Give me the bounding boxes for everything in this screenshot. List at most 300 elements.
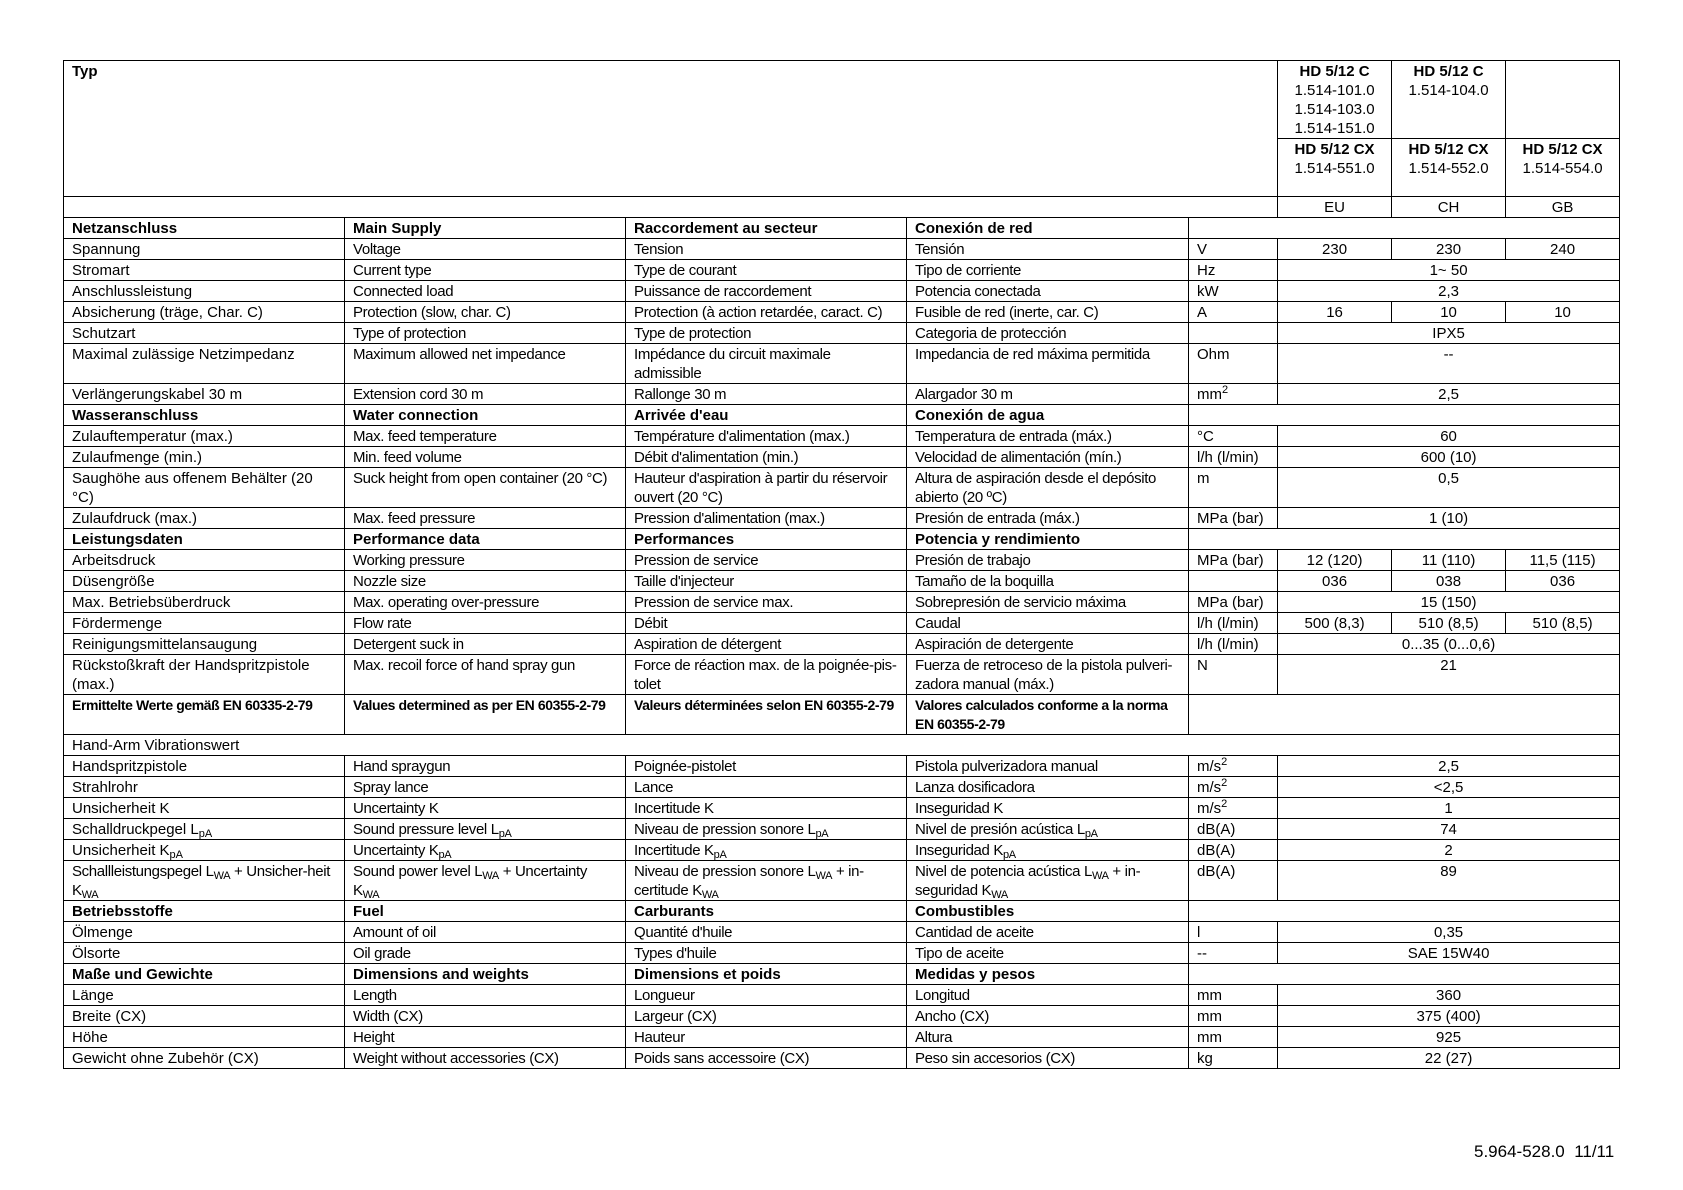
model-cx-name: HD 5/12 CX bbox=[1408, 141, 1489, 158]
value: 0,35 bbox=[1278, 922, 1620, 943]
label-es: Impedancia de red máxima permitida bbox=[907, 344, 1189, 384]
label-en: Weight without accessories (CX) bbox=[345, 1048, 626, 1069]
label-de: Zulaufdruck (max.) bbox=[64, 508, 345, 529]
table-row bbox=[64, 218, 1620, 239]
value: 16 bbox=[1278, 302, 1392, 323]
cell-subscript: pA bbox=[815, 828, 829, 840]
label-en: Working pressure bbox=[345, 550, 626, 571]
section-blank bbox=[1189, 964, 1620, 985]
value: 2,3 bbox=[1278, 281, 1620, 302]
unit: Ohm bbox=[1189, 344, 1278, 384]
table-row bbox=[64, 634, 1620, 655]
value: 510 (8,5) bbox=[1392, 613, 1506, 634]
unit-text: mm bbox=[1197, 386, 1222, 403]
table-row bbox=[64, 468, 1620, 508]
label-en: Protection (slow, char. C) bbox=[345, 302, 626, 323]
label-es: Tensión bbox=[907, 239, 1189, 260]
label-fr: Poignée-pistolet bbox=[626, 756, 907, 777]
cell-text: Schallleistungspegel L bbox=[72, 863, 214, 880]
label-en: Suck height from open container (20 °C) bbox=[345, 468, 626, 508]
subsection-heading: Hand-Arm Vibrationswert bbox=[64, 735, 1620, 756]
unit: -- bbox=[1189, 943, 1278, 964]
value: 2,5 bbox=[1278, 384, 1620, 405]
label-es: Temperatura de entrada (máx.) bbox=[907, 426, 1189, 447]
value: 360 bbox=[1278, 985, 1620, 1006]
label-fr: Protection (à action retardée, caract. C) bbox=[626, 302, 907, 323]
model-c-name: HD 5/12 C bbox=[1299, 63, 1370, 80]
cell-subscript: WA bbox=[362, 889, 380, 901]
label-es: Altura bbox=[907, 1027, 1189, 1048]
label-de: Strahlrohr bbox=[64, 777, 345, 798]
section-heading-de: Betriebsstoffe bbox=[64, 901, 345, 922]
label-fr: Types d'huile bbox=[626, 943, 907, 964]
label-es: Lanza dosificadora bbox=[907, 777, 1189, 798]
value: 11,5 (115) bbox=[1506, 550, 1620, 571]
label-fr: Impédance du circuit maximale admissible bbox=[626, 344, 907, 384]
table-row bbox=[64, 592, 1620, 613]
model-col-3 bbox=[1506, 61, 1620, 197]
section-heading-en: Performance data bbox=[345, 529, 626, 550]
table-row bbox=[64, 735, 1620, 756]
technical-data-table bbox=[63, 60, 1620, 1069]
cell-subscript: pA bbox=[198, 828, 213, 840]
label-es: Categoria de protección bbox=[907, 323, 1189, 344]
table-row bbox=[64, 840, 1620, 861]
label-de bbox=[64, 819, 345, 840]
label-de: Anschlussleistung bbox=[64, 281, 345, 302]
label-en: Voltage bbox=[345, 239, 626, 260]
unit-text: m/s bbox=[1197, 800, 1222, 817]
cell-text: Nivel de presión acústica L bbox=[915, 821, 1085, 838]
unit: dB(A) bbox=[1189, 819, 1278, 840]
table-row bbox=[64, 323, 1620, 344]
value: 230 bbox=[1278, 239, 1392, 260]
section-heading-en: Fuel bbox=[345, 901, 626, 922]
label-en: Amount of oil bbox=[345, 922, 626, 943]
label-de: Handspritzpistole bbox=[64, 756, 345, 777]
table-row bbox=[64, 922, 1620, 943]
unit: MPa (bar) bbox=[1189, 550, 1278, 571]
label-fr: Largeur (CX) bbox=[626, 1006, 907, 1027]
cell-text: Schalldruckpegel L bbox=[72, 821, 199, 838]
label-en: Hand spraygun bbox=[345, 756, 626, 777]
model-cx-name: HD 5/12 CX bbox=[1294, 141, 1375, 158]
table-row bbox=[64, 798, 1620, 819]
model-c-name: HD 5/12 C bbox=[1413, 63, 1484, 80]
unit: l bbox=[1189, 922, 1278, 943]
unit bbox=[1189, 571, 1278, 592]
table-row bbox=[64, 239, 1620, 260]
section-heading-fr: Arrivée d'eau bbox=[626, 405, 907, 426]
model-cx-name: HD 5/12 CX bbox=[1522, 141, 1603, 158]
label-de: Länge bbox=[64, 985, 345, 1006]
label-es: Velocidad de alimentación (mín.) bbox=[907, 447, 1189, 468]
label-fr: Tension bbox=[626, 239, 907, 260]
unit: dB(A) bbox=[1189, 861, 1278, 901]
label-fr: Aspiration de détergent bbox=[626, 634, 907, 655]
unit: l/h (l/min) bbox=[1189, 447, 1278, 468]
section-heading-fr: Performances bbox=[626, 529, 907, 550]
section-heading-es: Conexión de red bbox=[907, 218, 1189, 239]
label-fr bbox=[626, 819, 907, 840]
unit-text: m/s bbox=[1197, 779, 1222, 796]
value: 0,5 bbox=[1278, 468, 1620, 508]
label-de bbox=[64, 840, 345, 861]
section-blank bbox=[1189, 901, 1620, 922]
table-row bbox=[64, 508, 1620, 529]
value: -- bbox=[1278, 344, 1620, 384]
label-es: Aspiración de detergente bbox=[907, 634, 1189, 655]
label-fr: Type de protection bbox=[626, 323, 907, 344]
value: 0...35 (0...0,6) bbox=[1278, 634, 1620, 655]
table-row bbox=[64, 426, 1620, 447]
cell-subscript: WA bbox=[213, 870, 231, 882]
label-fr: Poids sans accessoire (CX) bbox=[626, 1048, 907, 1069]
section-heading-de: Ermittelte Werte gemäß EN 60335-2-79 bbox=[64, 695, 345, 735]
value: 1~ 50 bbox=[1278, 260, 1620, 281]
label-en: Nozzle size bbox=[345, 571, 626, 592]
label-fr: Débit d'alimentation (min.) bbox=[626, 447, 907, 468]
label-fr: Lance bbox=[626, 777, 907, 798]
label-fr: Taille d'injecteur bbox=[626, 571, 907, 592]
label-es: Potencia conectada bbox=[907, 281, 1189, 302]
value: 60 bbox=[1278, 426, 1620, 447]
label-de: Breite (CX) bbox=[64, 1006, 345, 1027]
section-heading-fr: Raccordement au secteur bbox=[626, 218, 907, 239]
label-es: Cantidad de aceite bbox=[907, 922, 1189, 943]
label-de: Spannung bbox=[64, 239, 345, 260]
table-row bbox=[64, 613, 1620, 634]
cell-text: Uncertainty K bbox=[353, 842, 439, 859]
label-en: Width (CX) bbox=[345, 1006, 626, 1027]
label-de: Arbeitsdruck bbox=[64, 550, 345, 571]
label-en: Max. recoil force of hand spray gun bbox=[345, 655, 626, 695]
label-de bbox=[64, 861, 345, 901]
label-en: Height bbox=[345, 1027, 626, 1048]
model-number: 1.514-101.0 bbox=[1294, 82, 1375, 99]
section-blank bbox=[1189, 695, 1620, 735]
model-col-1 bbox=[1278, 61, 1392, 197]
table-row bbox=[64, 819, 1620, 840]
section-blank bbox=[1189, 405, 1620, 426]
section-heading-de: Netzanschluss bbox=[64, 218, 345, 239]
table-row bbox=[64, 901, 1620, 922]
table-row bbox=[64, 260, 1620, 281]
label-fr: Type de courant bbox=[626, 260, 907, 281]
label-en: Current type bbox=[345, 260, 626, 281]
label-fr: Longueur bbox=[626, 985, 907, 1006]
model-number: 1.514-103.0 bbox=[1294, 101, 1375, 118]
table-row bbox=[64, 777, 1620, 798]
unit: mm bbox=[1189, 1027, 1278, 1048]
cell-subscript: pA bbox=[1003, 849, 1016, 861]
label-fr: Débit bbox=[626, 613, 907, 634]
unit-superscript: 2 bbox=[1221, 777, 1228, 789]
unit-superscript: 2 bbox=[1222, 384, 1229, 396]
cell-text: + Unsicher-heit K bbox=[72, 863, 331, 899]
value: 2 bbox=[1278, 840, 1620, 861]
unit: l/h (l/min) bbox=[1189, 613, 1278, 634]
table-row bbox=[64, 529, 1620, 550]
section-heading-fr: Dimensions et poids bbox=[626, 964, 907, 985]
label-es: Presión de trabajo bbox=[907, 550, 1189, 571]
label-es bbox=[907, 840, 1189, 861]
label-fr: Hauteur d'aspiration à partir du réservoir ouvert (20 °C) bbox=[626, 468, 907, 508]
table-row bbox=[64, 655, 1620, 695]
unit bbox=[1189, 777, 1278, 798]
model-number: 1.514-554.0 bbox=[1522, 160, 1603, 177]
label-fr: Hauteur bbox=[626, 1027, 907, 1048]
label-es: Fusible de red (inerte, car. C) bbox=[907, 302, 1189, 323]
region-eu: EU bbox=[1278, 197, 1392, 218]
table-row bbox=[64, 405, 1620, 426]
model-col-2 bbox=[1392, 61, 1506, 197]
table-row bbox=[64, 695, 1620, 735]
label-fr bbox=[626, 861, 907, 901]
label-en: Max. feed pressure bbox=[345, 508, 626, 529]
unit: °C bbox=[1189, 426, 1278, 447]
unit bbox=[1189, 323, 1278, 344]
cell-subscript: WA bbox=[482, 870, 499, 882]
section-blank bbox=[1189, 529, 1620, 550]
label-es: Alargador 30 m bbox=[907, 384, 1189, 405]
value: 10 bbox=[1506, 302, 1620, 323]
value: 10 bbox=[1392, 302, 1506, 323]
label-de: Saughöhe aus offenem Behälter (20 °C) bbox=[64, 468, 345, 508]
value: 89 bbox=[1278, 861, 1620, 901]
label-en bbox=[345, 819, 626, 840]
table-row bbox=[64, 302, 1620, 323]
label-es: Pistola pulverizadora manual bbox=[907, 756, 1189, 777]
cell-subscript: pA bbox=[1084, 828, 1098, 840]
label-es: Altura de aspiración desde el depósito abierto (20 ºC) bbox=[907, 468, 1189, 508]
label-fr: Force de réaction max. de la poignée-pis-tolet bbox=[626, 655, 907, 695]
value: 036 bbox=[1506, 571, 1620, 592]
region-ch: CH bbox=[1392, 197, 1506, 218]
value: SAE 15W40 bbox=[1278, 943, 1620, 964]
value: 500 (8,3) bbox=[1278, 613, 1392, 634]
value: 22 (27) bbox=[1278, 1048, 1620, 1069]
section-heading-de: Leistungsdaten bbox=[64, 529, 345, 550]
table-row bbox=[64, 384, 1620, 405]
label-en: Spray lance bbox=[345, 777, 626, 798]
label-fr: Température d'alimentation (max.) bbox=[626, 426, 907, 447]
table-row bbox=[64, 550, 1620, 571]
value: <2,5 bbox=[1278, 777, 1620, 798]
unit: kg bbox=[1189, 1048, 1278, 1069]
unit-superscript: 2 bbox=[1221, 798, 1228, 810]
unit: kW bbox=[1189, 281, 1278, 302]
unit: MPa (bar) bbox=[1189, 508, 1278, 529]
section-heading-en: Dimensions and weights bbox=[345, 964, 626, 985]
cell-subscript: pA bbox=[498, 828, 512, 840]
value: 74 bbox=[1278, 819, 1620, 840]
label-de: Rückstoßkraft der Handspritzpistole (max.) bbox=[64, 655, 345, 695]
label-en: Max. operating over-pressure bbox=[345, 592, 626, 613]
section-blank bbox=[1189, 218, 1620, 239]
model-number: 1.514-104.0 bbox=[1408, 82, 1489, 99]
cell-text: Nivel de potencia acústica L bbox=[915, 863, 1092, 880]
label-es: Tipo de aceite bbox=[907, 943, 1189, 964]
typ-label: Typ bbox=[64, 61, 1278, 197]
document-number: 5.964-528.0 11/11 bbox=[1474, 1142, 1615, 1161]
value: 11 (110) bbox=[1392, 550, 1506, 571]
table-row bbox=[64, 1006, 1620, 1027]
label-en: Length bbox=[345, 985, 626, 1006]
model-number: 1.514-552.0 bbox=[1408, 160, 1489, 177]
label-en: Uncertainty K bbox=[345, 798, 626, 819]
label-de: Unsicherheit K bbox=[64, 798, 345, 819]
label-fr: Puissance de raccordement bbox=[626, 281, 907, 302]
table-row bbox=[64, 447, 1620, 468]
label-de: Stromart bbox=[64, 260, 345, 281]
label-en: Maximum allowed net impedance bbox=[345, 344, 626, 384]
unit bbox=[1189, 384, 1278, 405]
table-row bbox=[64, 1048, 1620, 1069]
label-es bbox=[907, 819, 1189, 840]
label-de: Maximal zulässige Netzimpedanz bbox=[64, 344, 345, 384]
cell-subscript: WA bbox=[701, 889, 719, 901]
unit: l/h (l/min) bbox=[1189, 634, 1278, 655]
label-es: Inseguridad K bbox=[907, 798, 1189, 819]
value: 230 bbox=[1392, 239, 1506, 260]
cell-subscript: pA bbox=[438, 849, 452, 861]
cell-text: Sound pressure level L bbox=[353, 821, 499, 838]
value: IPX5 bbox=[1278, 323, 1620, 344]
label-es: Caudal bbox=[907, 613, 1189, 634]
model-number: 1.514-551.0 bbox=[1294, 160, 1375, 177]
label-de: Düsengröße bbox=[64, 571, 345, 592]
cell-subscript: WA bbox=[81, 889, 99, 901]
cell-text: Niveau de pression sonore L bbox=[634, 821, 816, 838]
label-de: Schutzart bbox=[64, 323, 345, 344]
label-de: Fördermenge bbox=[64, 613, 345, 634]
label-de: Gewicht ohne Zubehör (CX) bbox=[64, 1048, 345, 1069]
value: 510 (8,5) bbox=[1506, 613, 1620, 634]
unit-text: m/s bbox=[1197, 758, 1222, 775]
label-es: Presión de entrada (máx.) bbox=[907, 508, 1189, 529]
section-heading-fr: Carburants bbox=[626, 901, 907, 922]
cell-text: Incertitude K bbox=[634, 842, 714, 859]
label-es: Tipo de corriente bbox=[907, 260, 1189, 281]
label-en: Oil grade bbox=[345, 943, 626, 964]
unit: V bbox=[1189, 239, 1278, 260]
cell-text: + in-certitude K bbox=[634, 863, 864, 899]
label-de: Ölsorte bbox=[64, 943, 345, 964]
section-heading-en: Water connection bbox=[345, 405, 626, 426]
cell-text: + Uncertainty K bbox=[353, 863, 587, 899]
value: 375 (400) bbox=[1278, 1006, 1620, 1027]
header-row bbox=[64, 61, 1620, 197]
cell-text: Sound power level L bbox=[353, 863, 483, 880]
label-es: Ancho (CX) bbox=[907, 1006, 1189, 1027]
unit: A bbox=[1189, 302, 1278, 323]
unit-superscript: 2 bbox=[1221, 756, 1228, 768]
region-row bbox=[64, 197, 1620, 218]
value: 1 bbox=[1278, 798, 1620, 819]
table-row bbox=[64, 964, 1620, 985]
unit: Hz bbox=[1189, 260, 1278, 281]
label-de: Zulauftemperatur (max.) bbox=[64, 426, 345, 447]
value: 12 (120) bbox=[1278, 550, 1392, 571]
value: 038 bbox=[1392, 571, 1506, 592]
label-fr: Pression de service bbox=[626, 550, 907, 571]
label-en: Max. feed temperature bbox=[345, 426, 626, 447]
section-heading-es: Potencia y rendimiento bbox=[907, 529, 1189, 550]
label-de: Zulaufmenge (min.) bbox=[64, 447, 345, 468]
label-en: Flow rate bbox=[345, 613, 626, 634]
label-es bbox=[907, 861, 1189, 901]
value: 600 (10) bbox=[1278, 447, 1620, 468]
table-row bbox=[64, 985, 1620, 1006]
table-row bbox=[64, 344, 1620, 384]
unit: N bbox=[1189, 655, 1278, 695]
label-de: Absicherung (träge, Char. C) bbox=[64, 302, 345, 323]
table-row bbox=[64, 571, 1620, 592]
cell-subscript: pA bbox=[713, 849, 727, 861]
unit: dB(A) bbox=[1189, 840, 1278, 861]
label-es: Fuerza de retroceso de la pistola pulveri-zadora manual (máx.) bbox=[907, 655, 1189, 695]
unit bbox=[1189, 756, 1278, 777]
section-heading-es: Conexión de agua bbox=[907, 405, 1189, 426]
label-es: Sobrepresión de servicio máxima bbox=[907, 592, 1189, 613]
value: 2,5 bbox=[1278, 756, 1620, 777]
label-fr: Incertitude K bbox=[626, 798, 907, 819]
unit bbox=[1189, 798, 1278, 819]
label-en bbox=[345, 840, 626, 861]
section-heading-es: Combustibles bbox=[907, 901, 1189, 922]
unit: m bbox=[1189, 468, 1278, 508]
label-de: Verlängerungskabel 30 m bbox=[64, 384, 345, 405]
cell-subscript: WA bbox=[991, 889, 1008, 901]
section-heading-de: Wasseranschluss bbox=[64, 405, 345, 426]
cell-subscript: WA bbox=[815, 870, 833, 882]
value: 21 bbox=[1278, 655, 1620, 695]
table-row bbox=[64, 756, 1620, 777]
cell-text: Inseguridad K bbox=[915, 842, 1004, 859]
section-heading-es: Medidas y pesos bbox=[907, 964, 1189, 985]
label-fr: Rallonge 30 m bbox=[626, 384, 907, 405]
label-es: Tamaño de la boquilla bbox=[907, 571, 1189, 592]
value: 925 bbox=[1278, 1027, 1620, 1048]
table-row bbox=[64, 281, 1620, 302]
value: 036 bbox=[1278, 571, 1392, 592]
label-es: Peso sin accesorios (CX) bbox=[907, 1048, 1189, 1069]
unit: MPa (bar) bbox=[1189, 592, 1278, 613]
unit: mm bbox=[1189, 985, 1278, 1006]
table-row bbox=[64, 1027, 1620, 1048]
model-number: 1.514-151.0 bbox=[1294, 120, 1375, 137]
label-fr: Pression d'alimentation (max.) bbox=[626, 508, 907, 529]
cell-text: Unsicherheit K bbox=[72, 842, 170, 859]
cell-text: Niveau de pression sonore L bbox=[634, 863, 816, 880]
label-es: Longitud bbox=[907, 985, 1189, 1006]
label-en bbox=[345, 861, 626, 901]
cell-subscript: WA bbox=[1091, 870, 1109, 882]
label-en: Min. feed volume bbox=[345, 447, 626, 468]
section-heading-en: Main Supply bbox=[345, 218, 626, 239]
label-de: Höhe bbox=[64, 1027, 345, 1048]
label-en: Extension cord 30 m bbox=[345, 384, 626, 405]
cell-subscript: pA bbox=[169, 849, 184, 861]
label-fr: Quantité d'huile bbox=[626, 922, 907, 943]
table-row bbox=[64, 861, 1620, 901]
value: 240 bbox=[1506, 239, 1620, 260]
label-en: Detergent suck in bbox=[345, 634, 626, 655]
label-fr bbox=[626, 840, 907, 861]
label-de: Reinigungsmittelansaugung bbox=[64, 634, 345, 655]
label-en: Type of protection bbox=[345, 323, 626, 344]
